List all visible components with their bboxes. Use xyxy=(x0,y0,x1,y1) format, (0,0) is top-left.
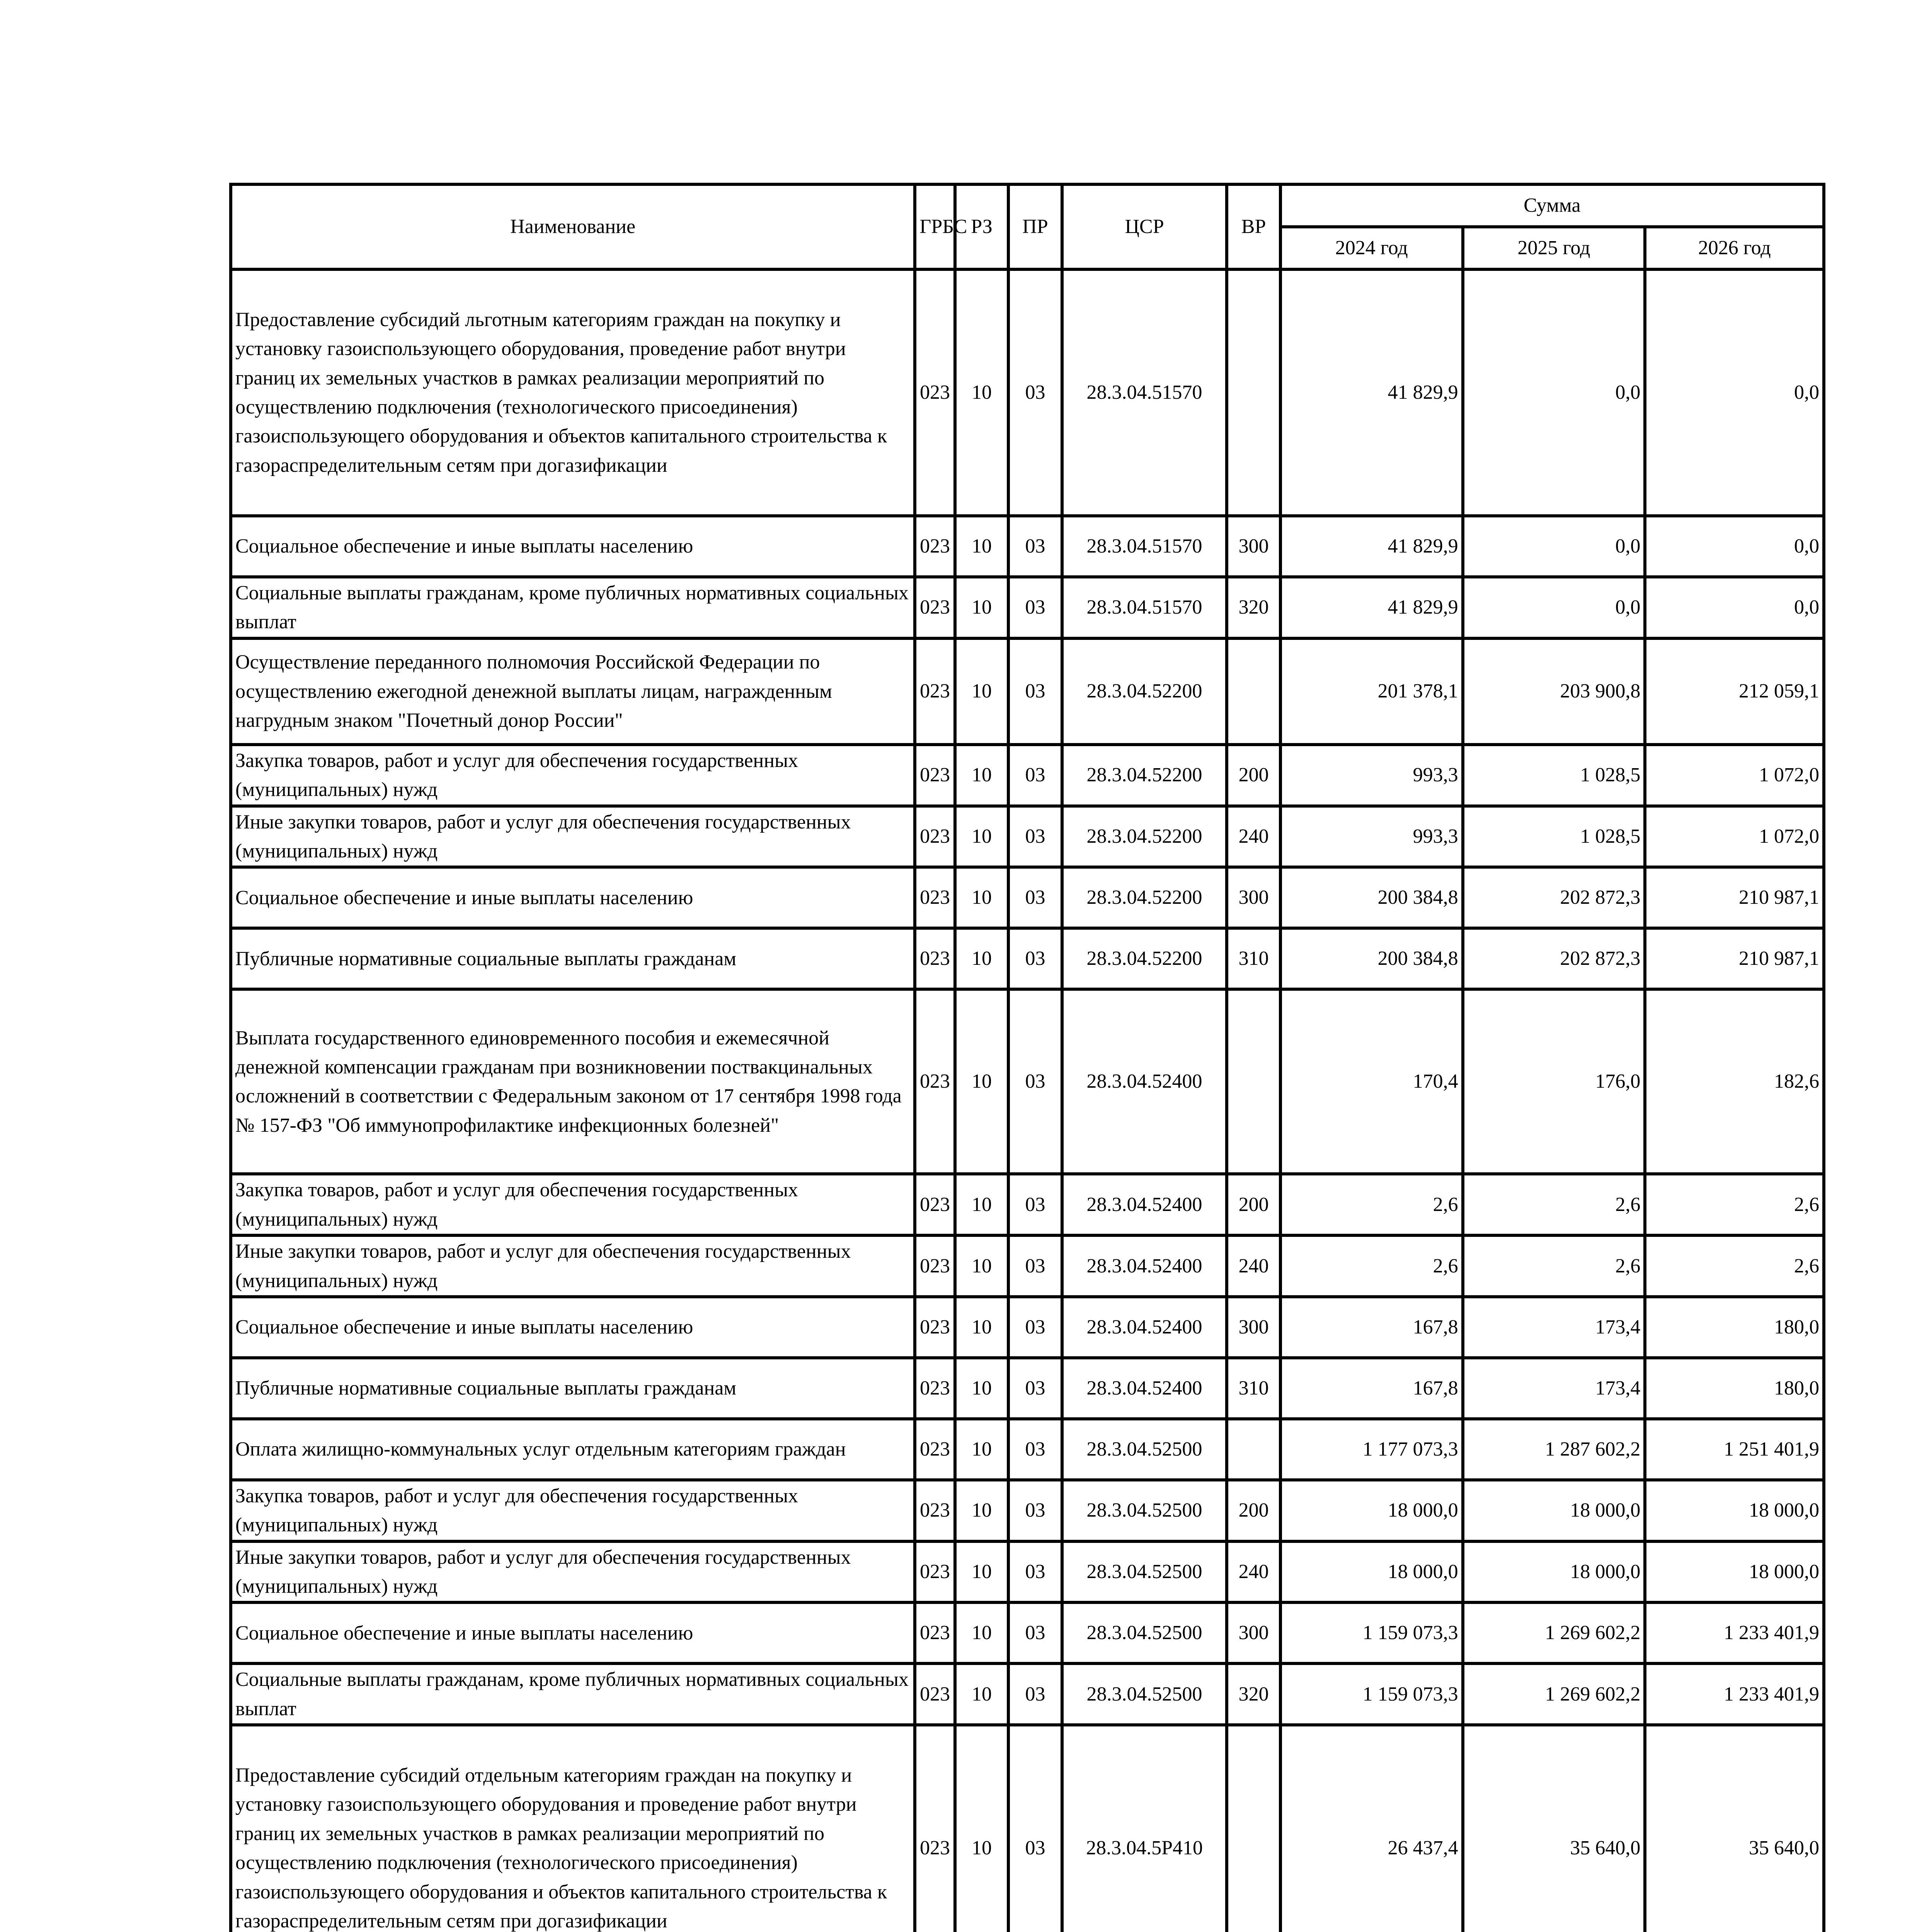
row-pr: 03 xyxy=(1008,867,1062,928)
row-grbs: 023 xyxy=(915,1419,955,1480)
table-row xyxy=(231,928,1824,989)
row-vr: 200 xyxy=(1227,745,1280,806)
row-grbs: 023 xyxy=(915,1297,955,1358)
row-sum-2025: 1 028,5 xyxy=(1463,745,1645,806)
row-grbs: 023 xyxy=(915,1541,955,1603)
row-sum-2024: 2,6 xyxy=(1280,1174,1463,1235)
row-sum-2026: 210 987,1 xyxy=(1645,928,1824,989)
row-sum-2026: 180,0 xyxy=(1645,1297,1824,1358)
row-csr: 28.3.04.52400 xyxy=(1062,1235,1227,1297)
row-sum-2025: 2,6 xyxy=(1463,1235,1645,1297)
row-name: Закупка товаров, работ и услуг для обеспечения государственных (муниципальных) нужд xyxy=(231,745,915,806)
row-csr: 28.3.04.52200 xyxy=(1062,928,1227,989)
header-sum: Сумма xyxy=(1280,184,1824,227)
row-grbs: 023 xyxy=(915,928,955,989)
table-row xyxy=(231,1419,1824,1480)
header-pr: ПР xyxy=(1008,184,1062,269)
row-sum-2026: 210 987,1 xyxy=(1645,867,1824,928)
row-pr: 03 xyxy=(1008,928,1062,989)
header-2024: 2024 год xyxy=(1280,227,1463,269)
row-sum-2026: 2,6 xyxy=(1645,1174,1824,1235)
table-row xyxy=(231,1663,1824,1725)
row-sum-2026: 18 000,0 xyxy=(1645,1480,1824,1541)
row-csr: 28.3.04.52500 xyxy=(1062,1602,1227,1663)
row-pr: 03 xyxy=(1008,1297,1062,1358)
table-row xyxy=(231,1235,1824,1297)
row-name: Осуществление переданного полномочия Российской Федерации по осуществлению ежегодной денежной выплаты лицам, награжденным нагрудным знаком "Почетный донор России" xyxy=(231,638,915,745)
row-name: Выплата государственного единовременного пособия и ежемесячной денежной компенсации гражданам при возникновении поствакцинальных осложнений в соответствии с Федеральным законом от 17 сентября 1998 года № 157-ФЗ "Об иммунопрофилактике инфекционных болезней" xyxy=(231,989,915,1174)
row-sum-2026: 0,0 xyxy=(1645,577,1824,638)
table-body xyxy=(231,269,1824,1932)
row-vr: 240 xyxy=(1227,1541,1280,1603)
row-rz: 10 xyxy=(955,638,1008,745)
table-header xyxy=(231,184,1824,269)
row-rz: 10 xyxy=(955,1419,1008,1480)
row-sum-2025: 173,4 xyxy=(1463,1297,1645,1358)
row-sum-2024: 18 000,0 xyxy=(1280,1480,1463,1541)
row-name: Предоставление субсидий льготным категориям граждан на покупку и установку газоиспользующего оборудования, проведение работ внутри границ их земельных участков в рамках реализации мероприятий по осуществлению подключения (технологического присоединения) газоиспользующего оборудования и объектов капитального строительства к газораспределительным сетям при догазификации xyxy=(231,269,915,516)
row-grbs: 023 xyxy=(915,1725,955,1932)
table-row xyxy=(231,1297,1824,1358)
row-pr: 03 xyxy=(1008,1541,1062,1603)
row-vr: 310 xyxy=(1227,1358,1280,1419)
row-csr: 28.3.04.52500 xyxy=(1062,1419,1227,1480)
row-rz: 10 xyxy=(955,806,1008,867)
row-sum-2024: 170,4 xyxy=(1280,989,1463,1174)
row-pr: 03 xyxy=(1008,745,1062,806)
row-name: Социальные выплаты гражданам, кроме публичных нормативных социальных выплат xyxy=(231,1663,915,1725)
row-rz: 10 xyxy=(955,1541,1008,1603)
header-2026: 2026 год xyxy=(1645,227,1824,269)
row-csr: 28.3.04.52400 xyxy=(1062,1174,1227,1235)
row-sum-2025: 0,0 xyxy=(1463,269,1645,516)
header-name: Наименование xyxy=(231,184,915,269)
row-sum-2025: 202 872,3 xyxy=(1463,867,1645,928)
row-sum-2024: 18 000,0 xyxy=(1280,1541,1463,1603)
row-sum-2025: 1 287 602,2 xyxy=(1463,1419,1645,1480)
row-csr: 28.3.04.52200 xyxy=(1062,745,1227,806)
row-sum-2026: 212 059,1 xyxy=(1645,638,1824,745)
row-grbs: 023 xyxy=(915,1174,955,1235)
row-sum-2026: 2,6 xyxy=(1645,1235,1824,1297)
row-sum-2025: 202 872,3 xyxy=(1463,928,1645,989)
row-name: Социальное обеспечение и иные выплаты населению xyxy=(231,867,915,928)
row-rz: 10 xyxy=(955,928,1008,989)
table-row xyxy=(231,745,1824,806)
row-grbs: 023 xyxy=(915,516,955,577)
row-vr: 240 xyxy=(1227,806,1280,867)
row-grbs: 023 xyxy=(915,269,955,516)
row-sum-2024: 41 829,9 xyxy=(1280,269,1463,516)
row-pr: 03 xyxy=(1008,1235,1062,1297)
row-sum-2024: 1 159 073,3 xyxy=(1280,1663,1463,1725)
table-row xyxy=(231,989,1824,1174)
row-sum-2025: 35 640,0 xyxy=(1463,1725,1645,1932)
row-pr: 03 xyxy=(1008,1480,1062,1541)
row-vr xyxy=(1227,1419,1280,1480)
row-pr: 03 xyxy=(1008,1725,1062,1932)
row-vr xyxy=(1227,989,1280,1174)
row-rz: 10 xyxy=(955,269,1008,516)
row-name: Закупка товаров, работ и услуг для обеспечения государственных (муниципальных) нужд xyxy=(231,1480,915,1541)
row-sum-2026: 0,0 xyxy=(1645,269,1824,516)
row-csr: 28.3.04.52400 xyxy=(1062,1297,1227,1358)
row-grbs: 023 xyxy=(915,577,955,638)
row-sum-2025: 1 269 602,2 xyxy=(1463,1663,1645,1725)
header-2025: 2025 год xyxy=(1463,227,1645,269)
row-grbs: 023 xyxy=(915,638,955,745)
row-sum-2024: 993,3 xyxy=(1280,745,1463,806)
table-row xyxy=(231,867,1824,928)
row-sum-2026: 0,0 xyxy=(1645,516,1824,577)
row-sum-2025: 0,0 xyxy=(1463,516,1645,577)
row-name: Иные закупки товаров, работ и услуг для обеспечения государственных (муниципальных) нужд xyxy=(231,806,915,867)
row-pr: 03 xyxy=(1008,516,1062,577)
row-csr: 28.3.04.52200 xyxy=(1062,638,1227,745)
row-csr: 28.3.04.52500 xyxy=(1062,1541,1227,1603)
row-csr: 28.3.04.51570 xyxy=(1062,577,1227,638)
row-sum-2024: 167,8 xyxy=(1280,1297,1463,1358)
row-vr: 300 xyxy=(1227,1297,1280,1358)
row-grbs: 023 xyxy=(915,867,955,928)
header-vr: ВР xyxy=(1227,184,1280,269)
row-grbs: 023 xyxy=(915,1602,955,1663)
row-name: Иные закупки товаров, работ и услуг для обеспечения государственных (муниципальных) нужд xyxy=(231,1235,915,1297)
row-csr: 28.3.04.51570 xyxy=(1062,516,1227,577)
row-sum-2024: 41 829,9 xyxy=(1280,577,1463,638)
row-sum-2025: 203 900,8 xyxy=(1463,638,1645,745)
row-pr: 03 xyxy=(1008,638,1062,745)
row-rz: 10 xyxy=(955,1602,1008,1663)
table-row xyxy=(231,1358,1824,1419)
row-name: Социальные выплаты гражданам, кроме публичных нормативных социальных выплат xyxy=(231,577,915,638)
row-vr: 200 xyxy=(1227,1480,1280,1541)
header-csr: ЦСР xyxy=(1062,184,1227,269)
row-sum-2026: 1 233 401,9 xyxy=(1645,1663,1824,1725)
row-sum-2024: 41 829,9 xyxy=(1280,516,1463,577)
row-vr xyxy=(1227,1725,1280,1932)
row-grbs: 023 xyxy=(915,1663,955,1725)
row-sum-2025: 173,4 xyxy=(1463,1358,1645,1419)
row-vr: 300 xyxy=(1227,1602,1280,1663)
table-row xyxy=(231,577,1824,638)
row-pr: 03 xyxy=(1008,1602,1062,1663)
row-rz: 10 xyxy=(955,989,1008,1174)
row-vr: 320 xyxy=(1227,577,1280,638)
table-row xyxy=(231,1174,1824,1235)
row-rz: 10 xyxy=(955,1663,1008,1725)
row-vr: 200 xyxy=(1227,1174,1280,1235)
row-sum-2025: 0,0 xyxy=(1463,577,1645,638)
table-row xyxy=(231,1480,1824,1541)
row-pr: 03 xyxy=(1008,577,1062,638)
row-pr: 03 xyxy=(1008,1663,1062,1725)
row-sum-2025: 176,0 xyxy=(1463,989,1645,1174)
row-sum-2025: 18 000,0 xyxy=(1463,1480,1645,1541)
row-sum-2025: 2,6 xyxy=(1463,1174,1645,1235)
row-sum-2025: 1 269 602,2 xyxy=(1463,1602,1645,1663)
row-name: Закупка товаров, работ и услуг для обеспечения государственных (муниципальных) нужд xyxy=(231,1174,915,1235)
row-csr: 28.3.04.52200 xyxy=(1062,867,1227,928)
row-vr: 300 xyxy=(1227,516,1280,577)
row-grbs: 023 xyxy=(915,1480,955,1541)
row-sum-2024: 200 384,8 xyxy=(1280,867,1463,928)
row-grbs: 023 xyxy=(915,1235,955,1297)
row-csr: 28.3.04.52400 xyxy=(1062,1358,1227,1419)
row-pr: 03 xyxy=(1008,1174,1062,1235)
row-csr: 28.3.04.52500 xyxy=(1062,1480,1227,1541)
row-sum-2026: 1 251 401,9 xyxy=(1645,1419,1824,1480)
row-vr xyxy=(1227,638,1280,745)
row-vr: 320 xyxy=(1227,1663,1280,1725)
row-grbs: 023 xyxy=(915,989,955,1174)
row-rz: 10 xyxy=(955,577,1008,638)
row-rz: 10 xyxy=(955,1480,1008,1541)
row-csr: 28.3.04.52400 xyxy=(1062,989,1227,1174)
row-sum-2026: 1 072,0 xyxy=(1645,745,1824,806)
row-pr: 03 xyxy=(1008,806,1062,867)
row-sum-2025: 1 028,5 xyxy=(1463,806,1645,867)
row-vr: 310 xyxy=(1227,928,1280,989)
row-sum-2024: 167,8 xyxy=(1280,1358,1463,1419)
header-grbs: ГРБС xyxy=(915,184,955,269)
row-sum-2026: 180,0 xyxy=(1645,1358,1824,1419)
row-csr: 28.3.04.52500 xyxy=(1062,1663,1227,1725)
table-row xyxy=(231,638,1824,745)
header-rz: РЗ xyxy=(955,184,1008,269)
row-grbs: 023 xyxy=(915,745,955,806)
row-sum-2024: 200 384,8 xyxy=(1280,928,1463,989)
row-rz: 10 xyxy=(955,1235,1008,1297)
row-vr: 300 xyxy=(1227,867,1280,928)
row-name: Оплата жилищно-коммунальных услуг отдельным категориям граждан xyxy=(231,1419,915,1480)
row-sum-2026: 1 072,0 xyxy=(1645,806,1824,867)
row-pr: 03 xyxy=(1008,1358,1062,1419)
row-name: Иные закупки товаров, работ и услуг для обеспечения государственных (муниципальных) нужд xyxy=(231,1541,915,1603)
table-row xyxy=(231,1602,1824,1663)
budget-table xyxy=(229,183,1825,1932)
row-sum-2026: 18 000,0 xyxy=(1645,1541,1824,1603)
row-sum-2024: 26 437,4 xyxy=(1280,1725,1463,1932)
table-row xyxy=(231,1541,1824,1603)
row-sum-2024: 201 378,1 xyxy=(1280,638,1463,745)
row-rz: 10 xyxy=(955,867,1008,928)
row-name: Публичные нормативные социальные выплаты гражданам xyxy=(231,928,915,989)
table-row xyxy=(231,806,1824,867)
row-pr: 03 xyxy=(1008,269,1062,516)
row-vr xyxy=(1227,269,1280,516)
row-vr: 240 xyxy=(1227,1235,1280,1297)
table-row xyxy=(231,516,1824,577)
row-grbs: 023 xyxy=(915,1358,955,1419)
row-sum-2026: 182,6 xyxy=(1645,989,1824,1174)
table-row xyxy=(231,1725,1824,1932)
table-row xyxy=(231,269,1824,516)
row-sum-2025: 18 000,0 xyxy=(1463,1541,1645,1603)
row-sum-2024: 1 177 073,3 xyxy=(1280,1419,1463,1480)
row-pr: 03 xyxy=(1008,1419,1062,1480)
row-csr: 28.3.04.52200 xyxy=(1062,806,1227,867)
row-sum-2024: 2,6 xyxy=(1280,1235,1463,1297)
row-pr: 03 xyxy=(1008,989,1062,1174)
row-rz: 10 xyxy=(955,516,1008,577)
row-sum-2024: 993,3 xyxy=(1280,806,1463,867)
row-name: Предоставление субсидий отдельным категориям граждан на покупку и установку газоиспользующего оборудования и проведение работ внутри границ их земельных участков в рамках реализации мероприятий по осуществлению подключения (технологического присоединения) газоиспользующего оборудования и объектов капитального строительства к газораспределительным сетям при догазификации xyxy=(231,1725,915,1932)
row-rz: 10 xyxy=(955,745,1008,806)
row-rz: 10 xyxy=(955,1297,1008,1358)
row-sum-2024: 1 159 073,3 xyxy=(1280,1602,1463,1663)
row-sum-2026: 1 233 401,9 xyxy=(1645,1602,1824,1663)
row-name: Публичные нормативные социальные выплаты гражданам xyxy=(231,1358,915,1419)
row-csr: 28.3.04.5Р410 xyxy=(1062,1725,1227,1932)
row-grbs: 023 xyxy=(915,806,955,867)
row-name: Социальное обеспечение и иные выплаты населению xyxy=(231,1602,915,1663)
row-rz: 10 xyxy=(955,1358,1008,1419)
row-rz: 10 xyxy=(955,1174,1008,1235)
row-sum-2026: 35 640,0 xyxy=(1645,1725,1824,1932)
row-csr: 28.3.04.51570 xyxy=(1062,269,1227,516)
row-name: Социальное обеспечение и иные выплаты населению xyxy=(231,516,915,577)
row-name: Социальное обеспечение и иные выплаты населению xyxy=(231,1297,915,1358)
row-rz: 10 xyxy=(955,1725,1008,1932)
